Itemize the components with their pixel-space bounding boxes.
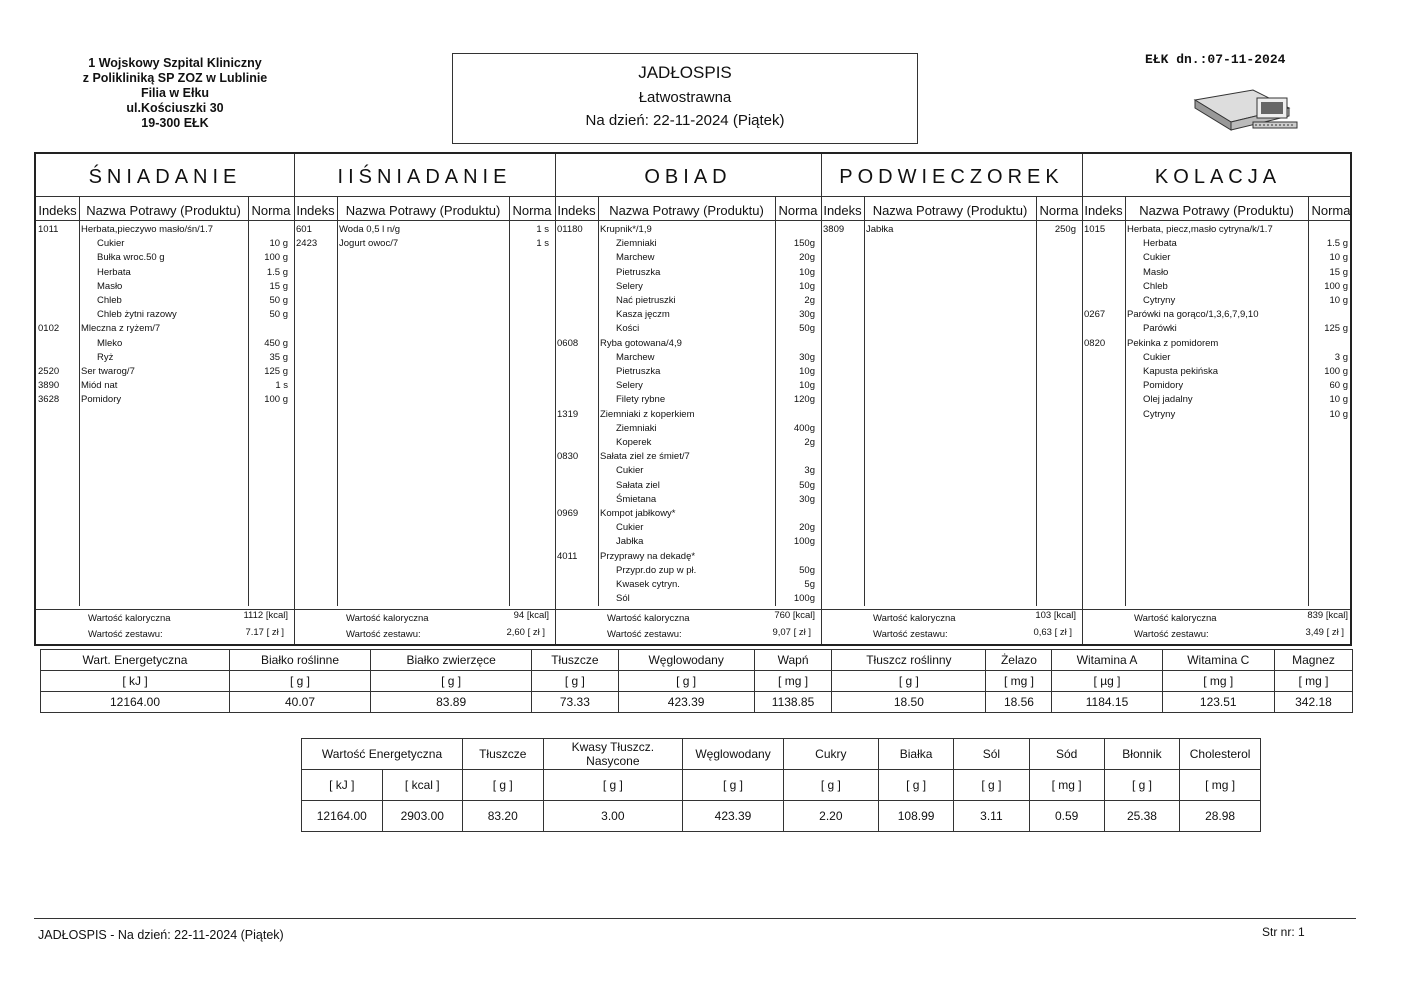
nutrient-unit: [ kJ ] [302,770,383,801]
nutrient-unit: [ mg ] [1029,770,1104,801]
line-norm: 60 g [1329,380,1348,392]
nutrient-header: Białko zwierzęce [371,650,532,671]
cost-value: 7.17 [ zł ] [245,627,284,638]
nutrient-value: 423.39 [683,801,784,832]
nutrient-header: Cukry [783,739,878,770]
line-index: 601 [296,224,312,235]
line-norm: 1 s [536,224,549,235]
line-norm: 10g [799,266,815,278]
calories-value: 760 [kcal] [774,610,815,621]
nutrient-unit: [ g ] [532,671,618,692]
line-name: Jabłka [616,536,644,548]
col-header-index: Indeks [823,203,862,218]
cost-label: Wartość zestawu: [873,629,948,640]
column-divider [79,196,80,606]
nutrients-table-2 [301,738,1261,832]
nutrient-header: Żelazo [986,650,1052,671]
line-name: Herbata [1143,238,1177,250]
nutrient-unit: [ mg ] [1274,671,1352,692]
line-norm: 1.5 g [1326,238,1348,250]
line-index: 1011 [38,224,59,235]
calories-label: Wartość kaloryczna [607,613,690,624]
column-divider [1125,196,1126,606]
line-norm: 10g [799,280,815,292]
nutrient-unit: [ g ] [878,770,953,801]
col-header-norm: Norma [778,203,818,218]
line-name: Herbata [97,266,131,278]
line-name: Kości [616,323,640,335]
col-header-norm: Norma [1039,203,1079,218]
line-name: Ser twarog/7 [81,366,135,377]
line-name: Śmietana [616,493,657,505]
line-name: Bułka wroc.50 g [97,252,165,264]
hospital-line: 19-300 EŁK [141,116,209,130]
rule [36,196,1350,197]
nutrient-value: 83.20 [463,801,544,832]
nutrient-unit: [ g ] [832,671,986,692]
line-norm: 150g [793,238,815,250]
cost-label: Wartość zestawu: [1134,629,1209,640]
line-name: Cytryny [1143,295,1176,306]
hospital-line: Filia w Ełku [140,86,210,100]
line-norm: 3g [804,465,815,477]
meal-title: KOLACJA [1154,166,1282,188]
line-norm: 30g [799,493,815,505]
section-divider [821,154,822,644]
line-name: Ryż [97,351,114,363]
col-header-norm: Norma [512,203,552,218]
nutrient-value: 1184.15 [1052,692,1162,713]
line-norm: 125 g [1324,323,1348,335]
line-index: 0820 [1084,337,1106,349]
nutrient-header: Magnez [1274,650,1352,671]
nutrient-value: 12164.00 [302,801,383,832]
line-name: Przyprawy na dekadę* [600,550,696,562]
menu-date: Na dzień: 22-11-2024 (Piątek) [585,112,785,129]
nutrient-header: Witamina A [1052,650,1162,671]
line-norm: 10 g [1329,295,1348,306]
line-norm: 50g [799,479,815,491]
nutrient-header: Sód [1029,739,1104,770]
line-norm: 1 s [275,380,288,392]
nutrient-value: 18.56 [986,692,1052,713]
nutrient-unit: [ g ] [954,770,1029,801]
line-name: Chleb [1143,280,1168,292]
line-norm: 15 g [269,280,288,292]
line-norm: 2g [804,437,815,448]
line-norm: 35 g [269,351,288,363]
line-name: Cukier [97,238,125,250]
nutrient-unit: [ g ] [463,770,544,801]
diet-name: Łatwostrawna [638,89,732,106]
cost-label: Wartość zestawu: [607,629,682,640]
line-name: Nać pietruszki [616,295,676,306]
line-norm: 5g [804,579,815,590]
place-date: EŁK dn.:07-11-2024 [1145,52,1286,67]
nutrient-header: Białko roślinne [230,650,371,671]
line-name: Marchew [616,252,655,264]
line-name: Ryba gotowana/4,9 [600,337,682,349]
nutrient-value: 423.39 [618,692,754,713]
line-name: Herbata, piecz,masło cytryna/k/1.7 [1127,224,1273,235]
col-header-index: Indeks [1084,203,1123,218]
nutrient-unit: [ g ] [1104,770,1179,801]
nutrient-unit: [ g ] [783,770,878,801]
line-name: Cukier [616,522,644,534]
line-norm: 3 g [1334,351,1348,363]
cost-value: 0,63 [ zł ] [1033,627,1072,638]
nutrient-value: 28.98 [1180,801,1261,832]
line-name: Filety rybne [616,394,666,406]
nutrient-header: Tłuszcz roślinny [832,650,986,671]
nutrient-unit: [ mg ] [754,671,832,692]
nutrient-unit: [ mg ] [986,671,1052,692]
nutrient-value: 123.51 [1162,692,1274,713]
nutrient-header: Błonnik [1104,739,1179,770]
line-name: Pomidory [81,394,122,406]
nutrient-value: 18.50 [832,692,986,713]
line-index: 01180 [557,224,583,235]
hospital-line: 1 Wojskowy Szpital Kliniczny [88,56,262,70]
cost-label: Wartość zestawu: [346,629,421,640]
line-name: Masło [1143,266,1169,278]
line-index: 1015 [1084,224,1106,235]
line-norm: 50 g [269,295,288,306]
line-norm: 10 g [1329,394,1348,406]
nutrient-value: 0.59 [1029,801,1104,832]
line-name: Olej jadalny [1143,394,1193,406]
calories-value: 839 [kcal] [1307,610,1348,621]
nutrient-header: Białka [878,739,953,770]
line-norm: 100 g [264,394,288,406]
nutrient-header: Węglowodany [683,739,784,770]
line-name: Pekinka z pomidorem [1127,337,1219,349]
col-header-norm: Norma [251,203,291,218]
line-norm: 20g [799,522,815,534]
nutrient-header: Tłuszcze [532,650,618,671]
line-norm: 20g [799,252,815,264]
nutrient-header: Wart. Energetyczna [41,650,230,671]
section-divider [294,154,295,644]
line-name: Pomidory [1143,380,1184,392]
calories-value: 103 [kcal] [1035,610,1076,621]
line-norm: 10 g [1329,252,1348,264]
calories-label: Wartość kaloryczna [1134,613,1217,624]
line-name: Marchew [616,351,655,363]
line-name: Jogurt owoc/7 [339,238,399,250]
line-name: Sałata ziel [616,479,660,491]
menu-title: JADŁOSPIS [638,63,732,82]
nutrient-value: 3.00 [543,801,683,832]
line-norm: 400g [793,422,815,434]
line-name: Woda 0,5 l n/g [339,224,401,235]
line-norm: 1 s [536,238,549,250]
line-index: 0267 [1084,309,1106,321]
cost-value: 3,49 [ zł ] [1305,627,1344,638]
line-name: Ziemniaki [616,238,657,250]
line-name: Cukier [1143,351,1171,363]
line-norm: 100g [793,593,815,605]
nutrient-value: 83.89 [371,692,532,713]
col-header-index: Indeks [296,203,335,218]
nutrient-value: 2.20 [783,801,878,832]
col-header-name: Nazwa Potrawy (Produktu) [872,203,1028,218]
line-norm: 10g [799,380,815,392]
page-number: Str nr: 1 [1262,925,1305,939]
hospital-line: z Polikliniką SP ZOZ w Lublinie [82,71,268,85]
nutrient-header: Węglowodany [618,650,754,671]
line-name: Masło [97,280,123,292]
nutrient-header: Sól [954,739,1029,770]
line-name: Pietruszka [616,366,661,377]
line-norm: 1.5 g [266,266,288,278]
nutrient-value: 25.38 [1104,801,1179,832]
nutrient-unit: [ kJ ] [41,671,230,692]
line-name: Miód nat [81,380,118,392]
book-computer-icon [1193,78,1303,136]
line-name: Mleko [97,337,123,349]
line-norm: 50 g [269,309,288,321]
line-name: Selery [616,380,643,392]
calories-label: Wartość kaloryczna [346,613,429,624]
line-norm: 100 g [1324,366,1348,377]
meal-title: ŚNIADANIE [88,166,242,188]
section-divider [555,154,556,644]
rule [36,220,1350,221]
calories-label: Wartość kaloryczna [873,613,956,624]
nutrient-unit: [ kcal ] [382,770,462,801]
cost-value: 2,60 [ zł ] [506,627,545,638]
col-header-name: Nazwa Potrawy (Produktu) [86,203,241,218]
line-name: Ziemniaki [616,422,657,434]
line-name: Cytryny [1143,408,1176,420]
line-name: Mleczna z ryżem/7 [81,323,161,335]
nutrient-value: 12164.00 [41,692,230,713]
nutrient-unit: [ µg ] [1052,671,1162,692]
line-name: Kwasek cytryn. [616,579,680,590]
line-name: Parówki [1143,323,1177,335]
line-name: Selery [616,280,643,292]
nutrient-header: Cholesterol [1180,739,1261,770]
line-name: Chleb żytni razowy [97,309,177,321]
line-index: 1319 [557,408,579,420]
line-norm: 2g [804,295,815,306]
section-divider [1082,154,1083,644]
line-name: Jabłka [866,224,894,235]
line-index: 0969 [557,508,579,519]
line-norm: 10 g [269,238,288,250]
footer-rule [34,918,1356,919]
line-norm: 100 g [1324,280,1348,292]
nutrient-header: Wartość Energetyczna [302,739,463,770]
nutrient-header: Kwasy Tłuszcz. Nasycone [543,739,683,770]
line-name: Chleb [97,295,122,306]
line-norm: 450 g [264,337,288,349]
line-name: Krupnik*/1,9 [600,224,652,235]
line-norm: 250g [1054,224,1076,235]
column-divider [598,196,599,606]
line-name: Pietruszka [616,266,661,278]
line-name: Kasza jęczm [616,309,670,321]
nutrient-value: 40.07 [230,692,371,713]
line-norm: 30g [799,309,815,321]
line-name: Kapusta pekińska [1143,366,1218,377]
line-name: Kompot jabłkowy* [600,508,676,519]
footer-text: JADŁOSPIS - Na dzień: 22-11-2024 (Piątek) [38,928,284,942]
hospital-address [60,56,290,131]
line-name: Koperek [616,437,652,448]
meal-title: IIŚNIADANIE [337,166,512,188]
meal-title: OBIAD [644,166,732,188]
hospital-line: ul.Kościuszki 30 [126,101,224,115]
line-index: 3809 [823,224,845,235]
line-norm: 15 g [1329,266,1348,278]
nutrient-header: Witamina C [1162,650,1274,671]
line-name: Cukier [616,465,644,477]
col-header-norm: Norma [1311,203,1351,218]
line-index: 2520 [38,366,60,377]
line-name: Sałata ziel ze śmiet/7 [600,451,690,463]
cost-value: 9,07 [ zł ] [772,627,811,638]
nutrient-unit: [ mg ] [1162,671,1274,692]
column-divider [509,196,510,606]
nutrient-value: 1138.85 [754,692,832,713]
calories-value: 1112 [kcal] [243,610,288,621]
nutrient-value: 108.99 [878,801,953,832]
line-norm: 125 g [264,366,288,377]
line-index: 2423 [296,238,318,250]
line-index: 0830 [557,451,579,463]
title-box [452,53,918,144]
nutrient-value: 2903.00 [382,801,462,832]
line-name: Sól [616,593,630,605]
calories-label: Wartość kaloryczna [88,613,171,624]
line-name: Parówki na gorąco/1,3,6,7,9,10 [1127,309,1259,321]
meal-grid [34,152,1352,646]
line-norm: 30g [799,351,815,363]
calories-value: 94 [kcal] [513,610,549,621]
line-norm: 50g [799,323,815,335]
col-header-name: Nazwa Potrawy (Produktu) [1139,203,1294,218]
nutrient-header: Wapń [754,650,832,671]
line-name: Cukier [1143,252,1171,264]
nutrient-unit: [ g ] [230,671,371,692]
col-header-name: Nazwa Potrawy (Produktu) [609,203,764,218]
column-divider [864,196,865,606]
line-norm: 50g [799,564,815,576]
line-norm: 100 g [264,252,288,264]
line-norm: 10 g [1329,408,1348,420]
line-name: Ziemniaki z koperkiem [600,408,695,420]
column-divider [337,196,338,606]
line-name: Herbata,pieczywo masło/śn/1.7 [81,224,214,235]
nutrient-unit: [ mg ] [1180,770,1261,801]
line-index: 0102 [38,323,60,335]
line-norm: 100g [793,536,815,548]
line-index: 3890 [38,380,60,392]
col-header-index: Indeks [557,203,596,218]
line-index: 4011 [557,550,578,562]
rule [36,609,1350,610]
nutrient-unit: [ g ] [543,770,683,801]
nutrient-value: 3.11 [954,801,1029,832]
nutrient-value: 73.33 [532,692,618,713]
line-norm: 120g [793,394,815,406]
col-header-name: Nazwa Potrawy (Produktu) [345,203,501,218]
line-name: Przypr.do zup w pł. [616,564,697,576]
nutrient-unit: [ g ] [683,770,784,801]
line-index: 3628 [38,394,60,406]
column-divider [1036,196,1037,606]
meal-title: PODWIECZOREK [839,166,1064,188]
line-index: 0608 [557,337,579,349]
nutrient-unit: [ g ] [618,671,754,692]
nutrient-value: 342.18 [1274,692,1352,713]
col-header-index: Indeks [38,203,77,218]
nutrient-unit: [ g ] [371,671,532,692]
cost-label: Wartość zestawu: [88,629,163,640]
line-norm: 10g [799,366,815,377]
nutrients-table-1 [40,649,1353,713]
nutrient-header: Tłuszcze [463,739,544,770]
